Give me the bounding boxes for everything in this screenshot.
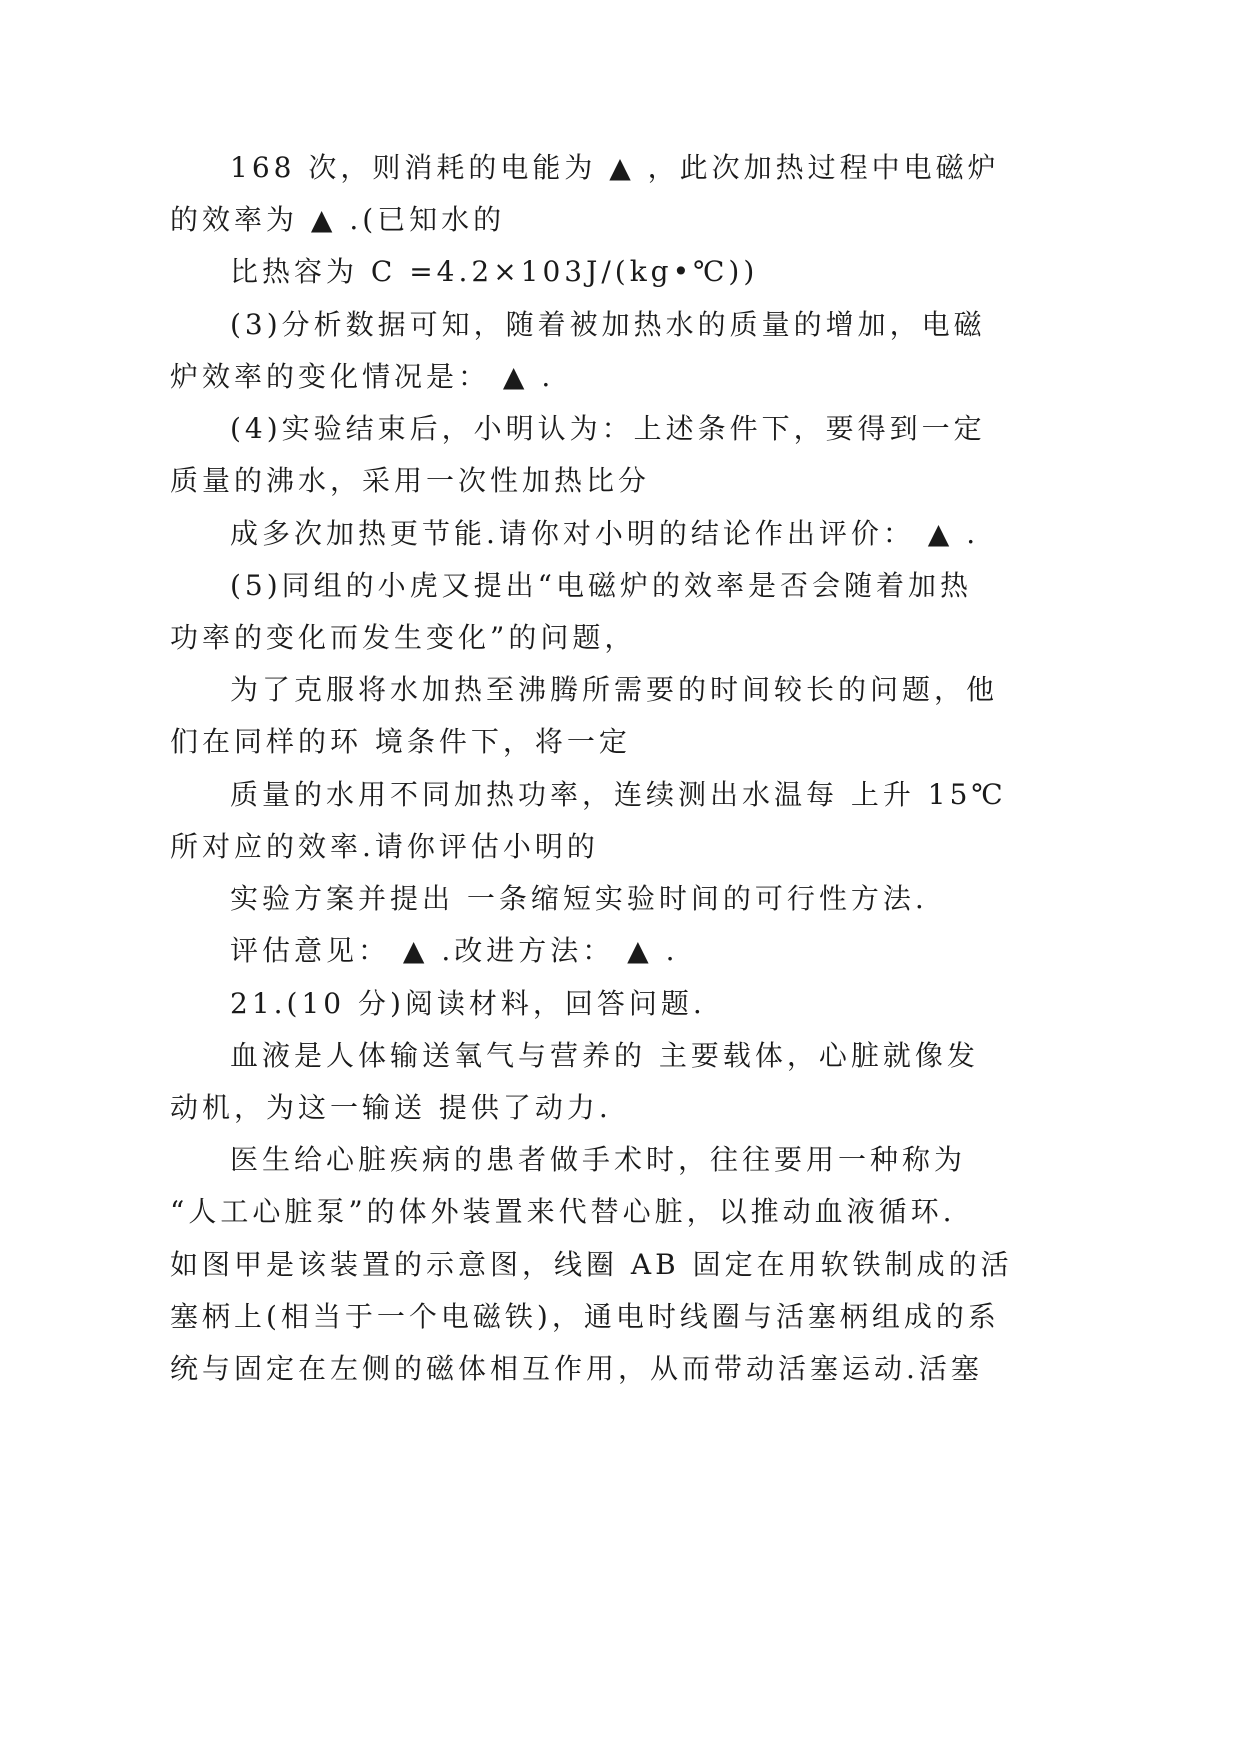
text-line: 实验方案并提出 一条缩短实验时间的可行性方法. <box>230 882 928 915</box>
text-line: 成多次加热更节能.请你对小明的结论作出评价： ▲ . <box>230 517 980 550</box>
text-line: 血液是人体输送氧气与营养的 主要载体，心脏就像发 <box>230 1039 979 1072</box>
text-line: 质量的沸水，采用一次性加热比分 <box>170 464 651 497</box>
text-line: (4)实验结束后，小明认为：上述条件下，要得到一定 <box>230 412 986 445</box>
text-line: 为了克服将水加热至沸腾所需要的时间较长的问题，他 <box>230 673 999 706</box>
text-line: 医生给心脏疾病的患者做手术时，往往要用一种称为 <box>230 1143 967 1176</box>
text-line: “人工心脏泵”的体外装置来代替心脏，以推动血液循环. <box>170 1195 956 1228</box>
text-line: 21.(10 分)阅读材料，回答问题. <box>230 987 706 1020</box>
text-line: 炉效率的变化情况是： ▲ . <box>170 360 555 393</box>
text-line: 的效率为 ▲ .(已知水的 <box>170 203 506 236</box>
text-line: (3)分析数据可知，随着被加热水的质量的增加，电磁 <box>230 308 986 341</box>
text-line: 评估意见： ▲ .改进方法： ▲ . <box>230 934 679 967</box>
text-line: 所对应的效率.请你评估小明的 <box>170 830 599 863</box>
text-line: 功率的变化而发生变化”的问题， <box>170 621 637 654</box>
text-line: 比热容为 C =4.2×103J/(kg•℃)) <box>230 255 759 288</box>
text-line: 168 次，则消耗的电能为 ▲ ，此次加热过程中电磁炉 <box>230 151 1000 184</box>
text-line: 塞柄上(相当于一个电磁铁)，通电时线圈与活塞柄组成的系 <box>170 1300 1000 1333</box>
text-line: 们在同样的环 境条件下，将一定 <box>170 725 631 758</box>
text-line: 如图甲是该装置的示意图，线圈 AB 固定在用软铁制成的活 <box>170 1248 1013 1281</box>
text-line: 统与固定在左侧的磁体相互作用，从而带动活塞运动.活塞 <box>170 1352 983 1385</box>
text-line: 质量的水用不同加热功率，连续测出水温每 上升 15℃ <box>230 778 1007 811</box>
text-line: 动机，为这一输送 提供了动力. <box>170 1091 612 1124</box>
text-line: (5)同组的小虎又提出“电磁炉的效率是否会随着加热 <box>230 569 972 602</box>
